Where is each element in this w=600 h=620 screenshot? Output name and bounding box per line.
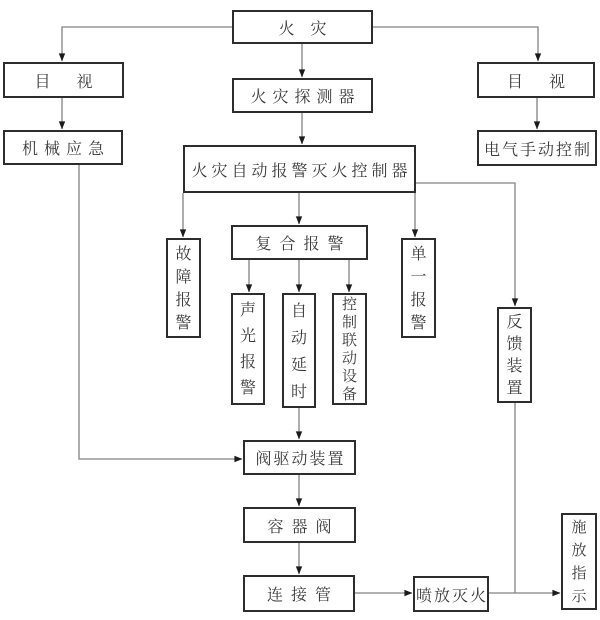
edge-fire-to-visual-left: [62, 27, 232, 61]
node-valve-drive-device-label: 阀驱动装置: [255, 449, 346, 468]
node-mechanical-emergency: [3, 130, 123, 165]
node-sound-light-alarm: [231, 293, 265, 405]
node-feedback-device: [497, 307, 532, 403]
node-electric-manual-control: [477, 130, 597, 166]
node-visual-left: [3, 62, 124, 98]
node-control-linkage-equipment-label: 控制联动设备: [341, 295, 357, 403]
node-mechanical-emergency-label: 机械应急: [21, 139, 110, 158]
node-fire-detector-label: 火灾探测器: [250, 87, 361, 106]
node-sound-light-alarm-label: 声光报警: [239, 300, 256, 397]
node-single-alarm: [401, 238, 436, 338]
node-release-indication-label: 施放指示: [571, 517, 587, 605]
edge-mechanical-to-valve-drive: [79, 165, 242, 459]
node-auto-delay-label: 自动延时: [290, 300, 307, 401]
node-electric-manual-control-label: 电气手动控制: [483, 139, 592, 159]
node-composite-alarm-label: 复合报警: [255, 234, 352, 253]
edge-fire-to-visual-right: [373, 27, 538, 61]
node-fire-label: 火灾: [278, 18, 343, 38]
node-release-indication: [561, 513, 597, 610]
node-composite-alarm: [231, 225, 368, 260]
node-container-valve-label: 容器阀: [267, 516, 340, 536]
node-connecting-pipe-label: 连接管: [266, 585, 339, 604]
node-fire: [232, 10, 373, 44]
node-container-valve: [243, 507, 356, 543]
node-feedback-device-label: 反馈装置: [506, 312, 523, 397]
node-fault-alarm-label: 故障报警: [175, 244, 192, 332]
node-fault-alarm: [166, 238, 201, 338]
node-auto-delay: [282, 293, 316, 408]
node-fire-detector: [232, 78, 373, 113]
node-connecting-pipe: [243, 575, 355, 612]
node-spray-extinguishing: [413, 576, 489, 612]
node-single-alarm-label: 单一报警: [410, 244, 427, 332]
node-visual-right-label: 目视: [506, 71, 591, 91]
node-controller-label: 火灾自动报警灭火控制器: [191, 160, 412, 180]
node-valve-drive-device: [243, 440, 356, 475]
node-visual-right: [477, 62, 595, 98]
node-visual-left-label: 目视: [34, 71, 119, 91]
node-spray-extinguishing-label: 喷放灭火: [416, 585, 489, 605]
node-control-linkage-equipment: [332, 293, 367, 405]
node-controller: [183, 145, 416, 193]
